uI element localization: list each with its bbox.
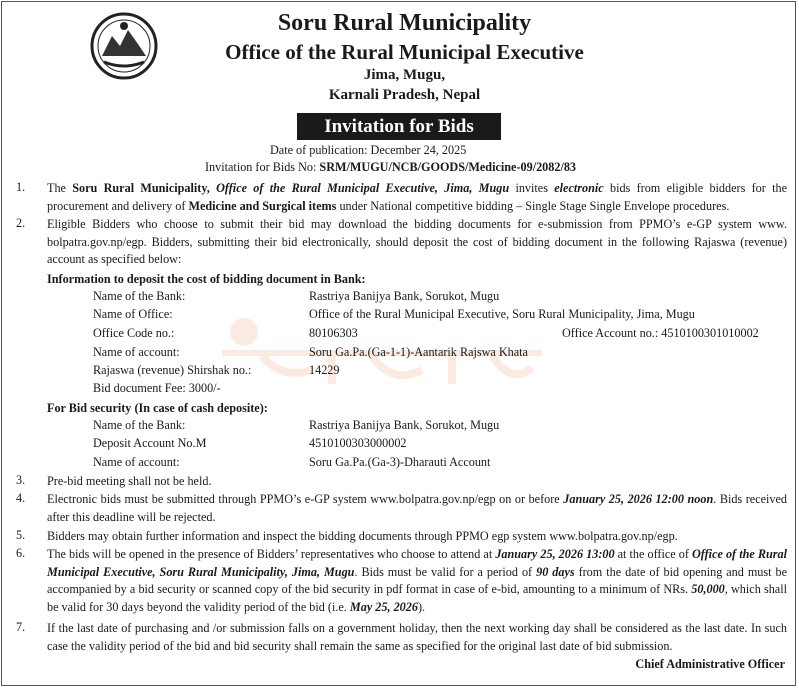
item-number: 6. [16,546,26,560]
security-account-row: Name of account: Soru Ga.Pa.(Ga-3)-Dharauti Account [93,455,491,469]
office-name: Office of the Rural Municipal Executive [225,40,584,64]
item-6-text: The bids will be opened in the presence of Bidders’ representatives who choose to attend at January 25, 2026 13:00 at the office of Office of the Rural Municipal Executive, Soru Rural Municipality, Jima, Mugu. Bids must be valid for a period of 90 days from the date of bid opening and must be accompanied by a bid security or scanned copy of the bid security in pdf format in case of e-bid, amounting to a minimum of NRs. 50,000, which shall be valid for 30 days beyond the validity period of the bid (i.e. May 25, 2026). [47,547,788,614]
item-number: 1. [16,180,26,194]
item-number: 2. [16,216,26,230]
item-5-text: Bidders may obtain further information and inspect the bidding documents through PPMO egp system www.bolpatra.gov.np/egp. [47,529,678,543]
publication-date: Date of publication: December 24, 2025 [270,143,467,157]
item-2-text: Eligible Bidders who choose to submit their bid may download the bidding documents for e-submission from PPMO’s e-GP system www. bolpatra.gov.np/egp. Bidders, submitting their bid electronically, should deposit the cost of bidding document in the following Rajaswa (revenue) account as specified below: [47,217,787,266]
office-location: Jima, Mugu, [363,67,446,83]
item-number: 4. [16,491,26,505]
security-bank-row: Name of the Bank: Rastriya Banijya Bank, Sorukot, Mugu [93,418,500,432]
item-1-text: The Soru Rural Municipality, Office of the Rural Municipal Executive, Jima, Mugu invites electronic bids from eligible bidders for the procurement and delivery of Medicine and Surgical items under National competitive bidding – Single Stage Single Envelope procedures. [47,181,788,213]
signature-title: Chief Administrative Officer [635,657,785,671]
bank-deposit-heading: Information to deposit the cost of bidding document in Bank: [47,272,366,286]
ifb-number: Invitation for Bids No: SRM/MUGU/NCB/GOODS/Medicine-09/2082/83 [205,160,577,174]
bank-name-row: Name of the Bank: Rastriya Banijya Bank, Sorukot, Mugu [93,289,500,303]
municipality-name: Soru Rural Municipality [277,10,532,36]
invitation-banner: Invitation for Bids [297,113,501,140]
office-province: Karnali Pradesh, Nepal [328,87,481,103]
account-name-row: Name of account: Soru Ga.Pa.(Ga-1-1)-Aantarik Rajswa Khata [93,345,528,359]
bid-security-heading: For Bid security (In case of cash deposite): [47,401,268,415]
item-3-text: Pre-bid meeting shall not be held. [47,474,212,488]
item-number: 3. [16,473,26,487]
item-4-text: Electronic bids must be submitted through PPMO’s e-GP system www.bolpatra.gov.np/egp on or before January 25, 2026 12:00 noon. Bids received after this deadline will be rejected. [47,492,787,524]
deposit-account-row: Deposit Account No.M 4510100303000002 [93,436,407,450]
office-code-row: Office Code no.: 80106303 Office Account no.: 4510100301010002 [93,326,759,340]
item-number: 7. [16,620,26,634]
item-7-text: If the last date of purchasing and /or submission falls on a government holiday, then the next working day shall be considered as the last date. In such case the validity period of the bid and bid security shall remain the same as specified for the original last date of bid submission. [47,621,787,653]
bid-fee-row: Bid document Fee: 3000/- [93,381,221,395]
office-name-row: Name of Office: Office of the Rural Municipal Executive, Soru Rural Municipality, Jima, Mugu [93,307,695,321]
item-number: 5. [16,528,26,542]
shirshak-row: Rajaswa (revenue) Shirshak no.: 14229 [93,363,340,377]
